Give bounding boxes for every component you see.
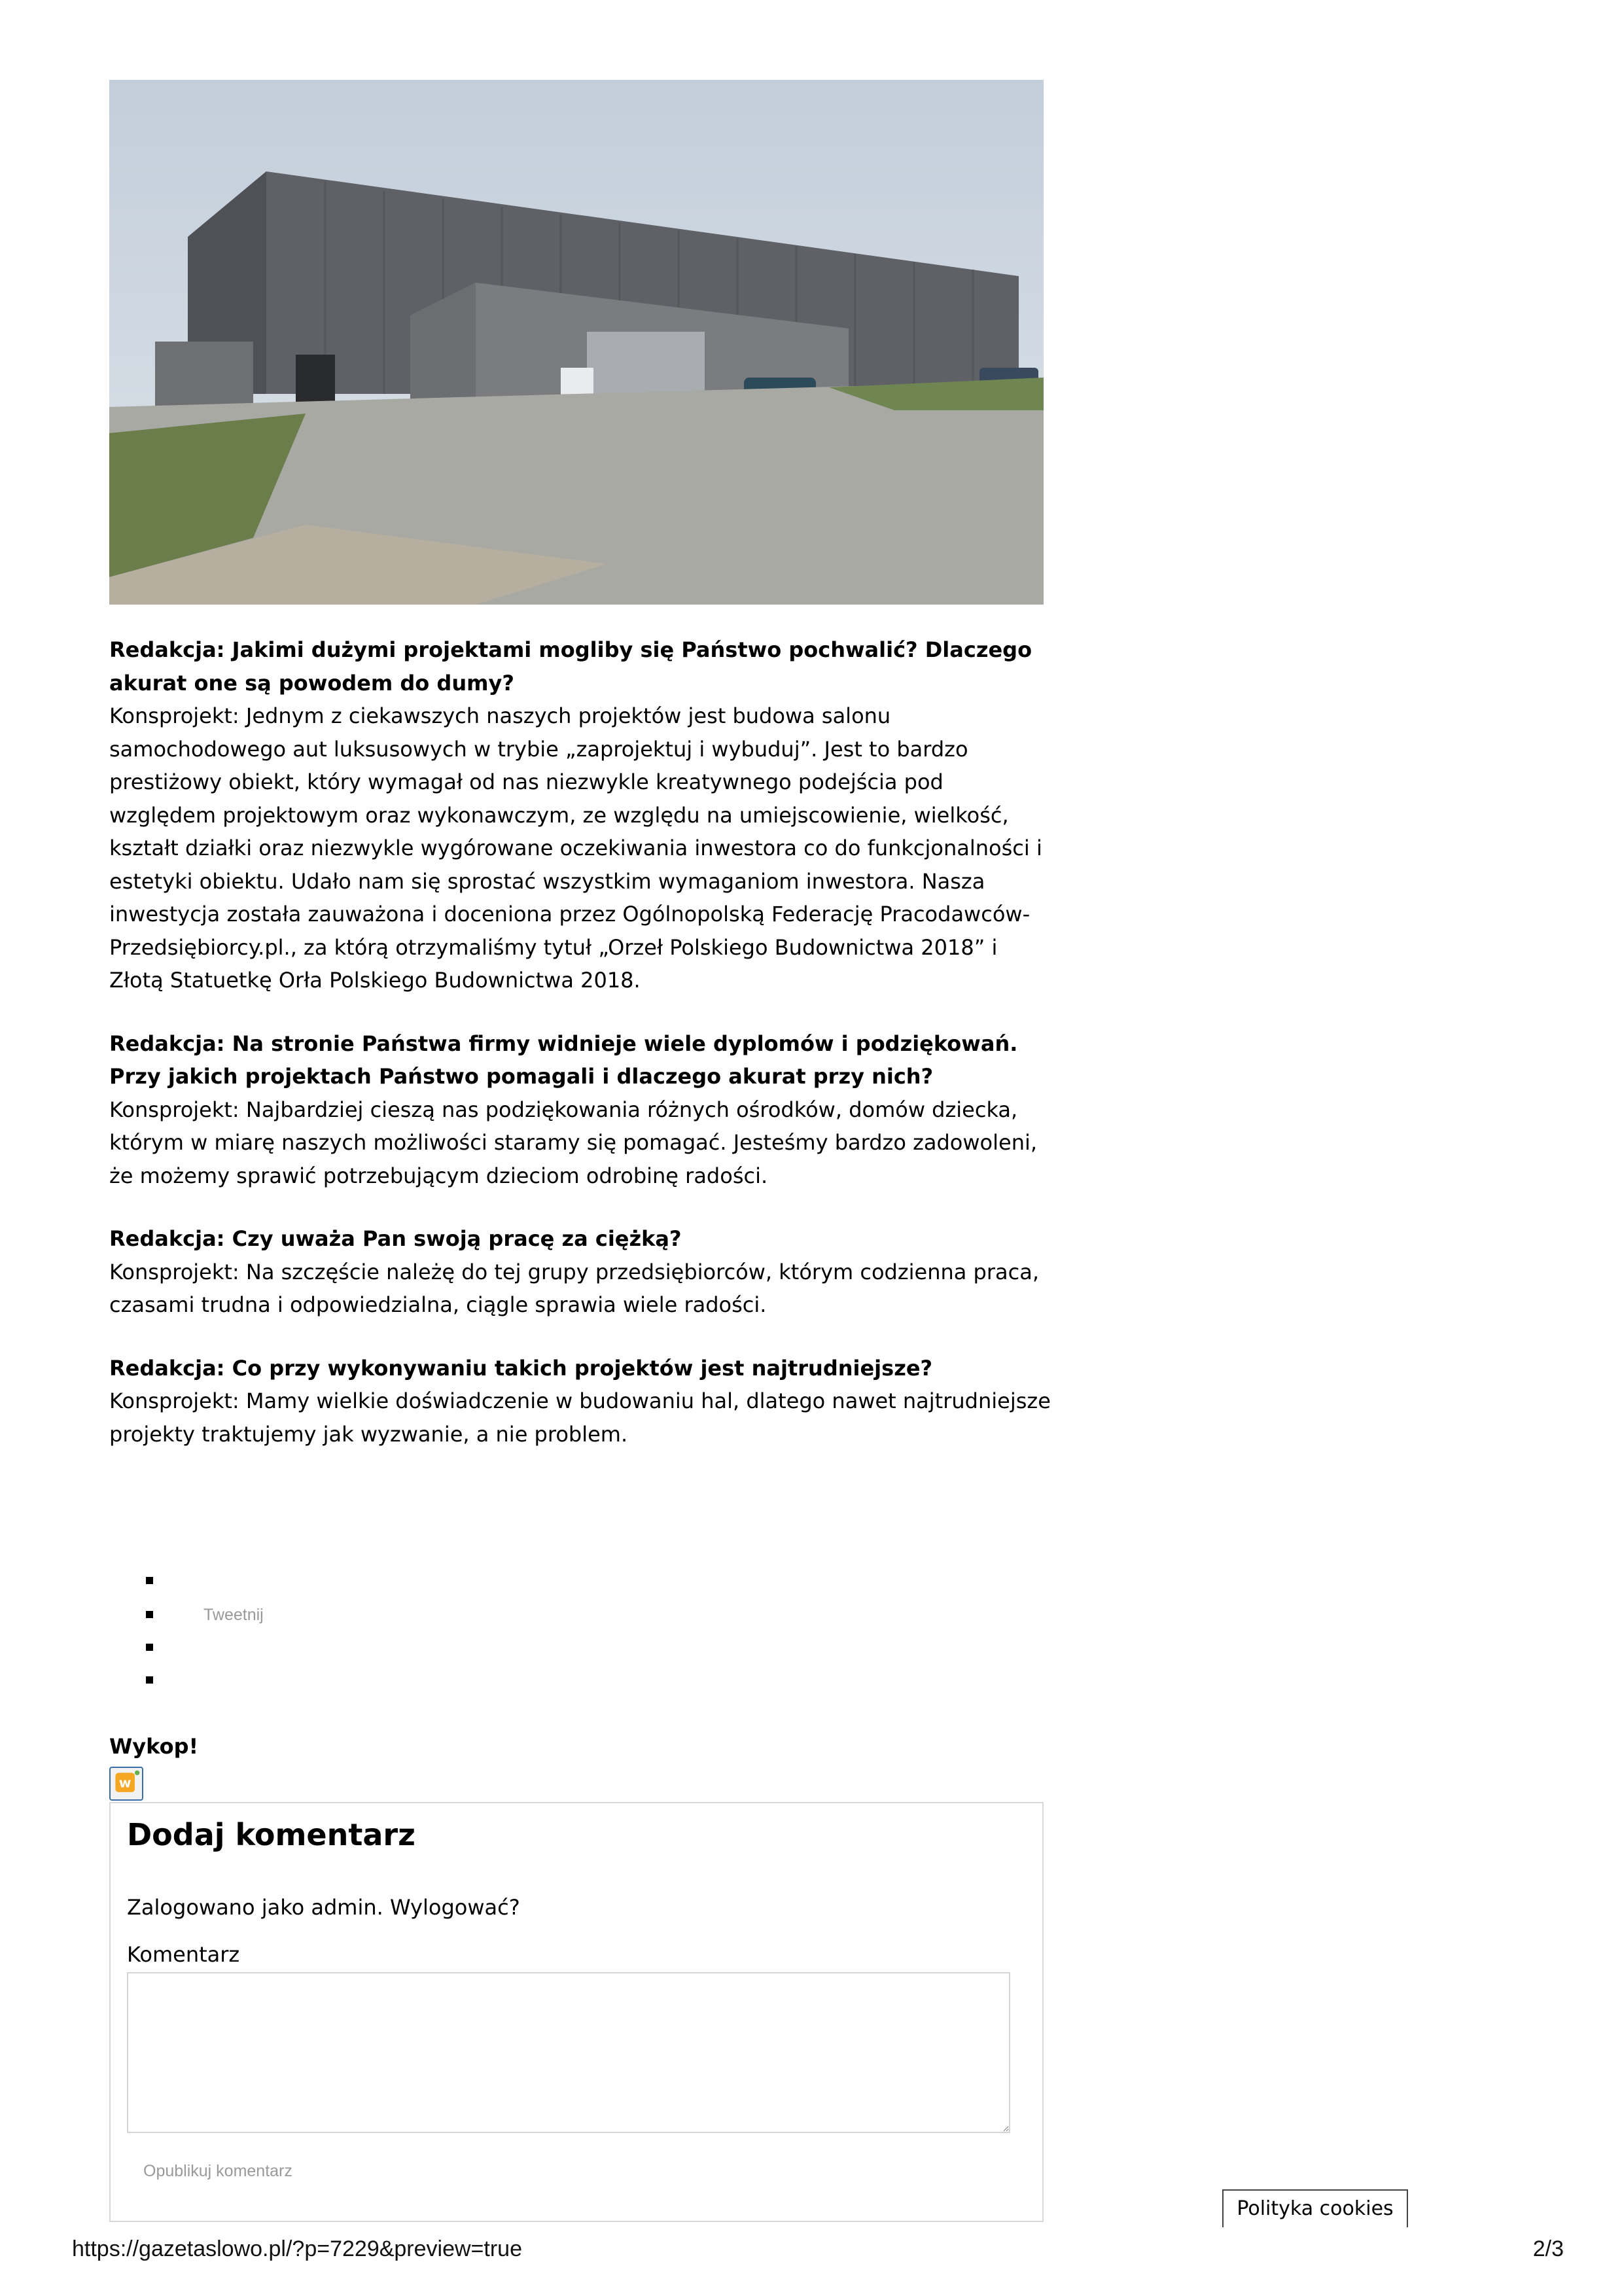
share-bullet bbox=[146, 1611, 153, 1618]
share-bullet bbox=[146, 1577, 153, 1584]
wykop-label: Wykop! bbox=[109, 1734, 199, 1759]
interview-answer: Konsprojekt: Na szczęście należę do tej grupy przedsiębiorców, którym codzienna praca, czasami trudna i odpowiedzialna, ciągle sprawia wiele radości. bbox=[109, 1259, 1039, 1317]
tweet-button[interactable]: Tweetnij bbox=[203, 1606, 264, 1624]
comment-field-label: Komentarz bbox=[127, 1942, 240, 1967]
interview-question: Redakcja: Co przy wykonywaniu takich projektów jest najtrudniejsze? bbox=[109, 1355, 933, 1381]
print-page-number: 2/3 bbox=[1532, 2236, 1564, 2261]
publish-comment-button[interactable]: Opublikuj komentarz bbox=[143, 2162, 292, 2180]
logged-in-text: Zalogowano jako admin. Wylogować? bbox=[127, 1895, 520, 1920]
interview-item bbox=[109, 1222, 1051, 1322]
interview-answer: Konsprojekt: Jednym z ciekawszych naszych projektów jest budowa salonu samochodowego aut luksusowych w trybie „zaprojektuj i wybuduj”. Jest to bardzo prestiżowy obiekt, który wymagał od nas niezwykle kreatywnego podejścia pod względem projektowym oraz wykonawczym, ze względu na umiejscowienie, wielkość, kształt działki oraz niezwykle wygórowane oczekiwania inwestora co do funkcjonalności i estetyki obiektu. Udało nam się sprostać wszystkim wymaganiom inwestora. Nasza inwestycja została zauważona i doceniona przez Ogólnopolską Federację Pracodawców-Przedsiębiorcy.pl., za którą otrzymaliśmy tytuł „Orzeł Polskiego Budownictwa 2018” i Złotą Statuetkę Orła Polskiego Budownictwa 2018. bbox=[109, 703, 1042, 993]
wykop-logo bbox=[111, 1768, 142, 1799]
svg-text:w: w bbox=[118, 1775, 132, 1791]
print-footer bbox=[72, 2236, 1564, 2262]
interview-item bbox=[109, 1352, 1051, 1451]
comment-form bbox=[109, 1802, 1044, 2222]
print-url: https://gazetaslowo.pl/?p=7229&preview=true bbox=[72, 2236, 523, 2261]
share-bullet bbox=[146, 1644, 153, 1651]
wykop-icon[interactable] bbox=[109, 1767, 143, 1801]
warehouse-illustration bbox=[109, 80, 1044, 605]
comment-form-heading: Dodaj komentarz bbox=[127, 1817, 415, 1852]
interview-answer: Konsprojekt: Najbardziej cieszą nas podziękowania różnych ośrodków, domów dziecka, którym w miarę naszych możliwości staramy się pomagać. Jesteśmy bardzo zadowoleni, że możemy sprawić potrzebującym dzieciom odrobinę radości. bbox=[109, 1097, 1038, 1188]
interview-question: Redakcja: Jakimi dużymi projektami mogliby się Państwo pochwalić? Dlaczego akurat one są powodem do dumy? bbox=[109, 637, 1032, 696]
interview-article bbox=[109, 633, 1051, 1481]
interview-question: Redakcja: Czy uważa Pan swoją pracę za ciężką? bbox=[109, 1226, 682, 1251]
interview-answer: Konsprojekt: Mamy wielkie doświadczenie w budowaniu hal, dlatego nawet najtrudniejsze projekty traktujemy jak wyzwanie, a nie problem. bbox=[109, 1388, 1051, 1447]
share-bullet bbox=[146, 1676, 153, 1684]
interview-item bbox=[109, 633, 1051, 997]
warehouse-photo bbox=[109, 80, 1044, 605]
interview-question: Redakcja: Na stronie Państwa firmy widnieje wiele dyplomów i podziękowań. Przy jakich projektach Państwo pomagali i dlaczego akurat przy nich? bbox=[109, 1031, 1018, 1089]
interview-item bbox=[109, 1027, 1051, 1193]
cookie-policy-button[interactable]: Polityka cookies bbox=[1222, 2189, 1408, 2227]
comment-textarea[interactable] bbox=[127, 1972, 1010, 2133]
